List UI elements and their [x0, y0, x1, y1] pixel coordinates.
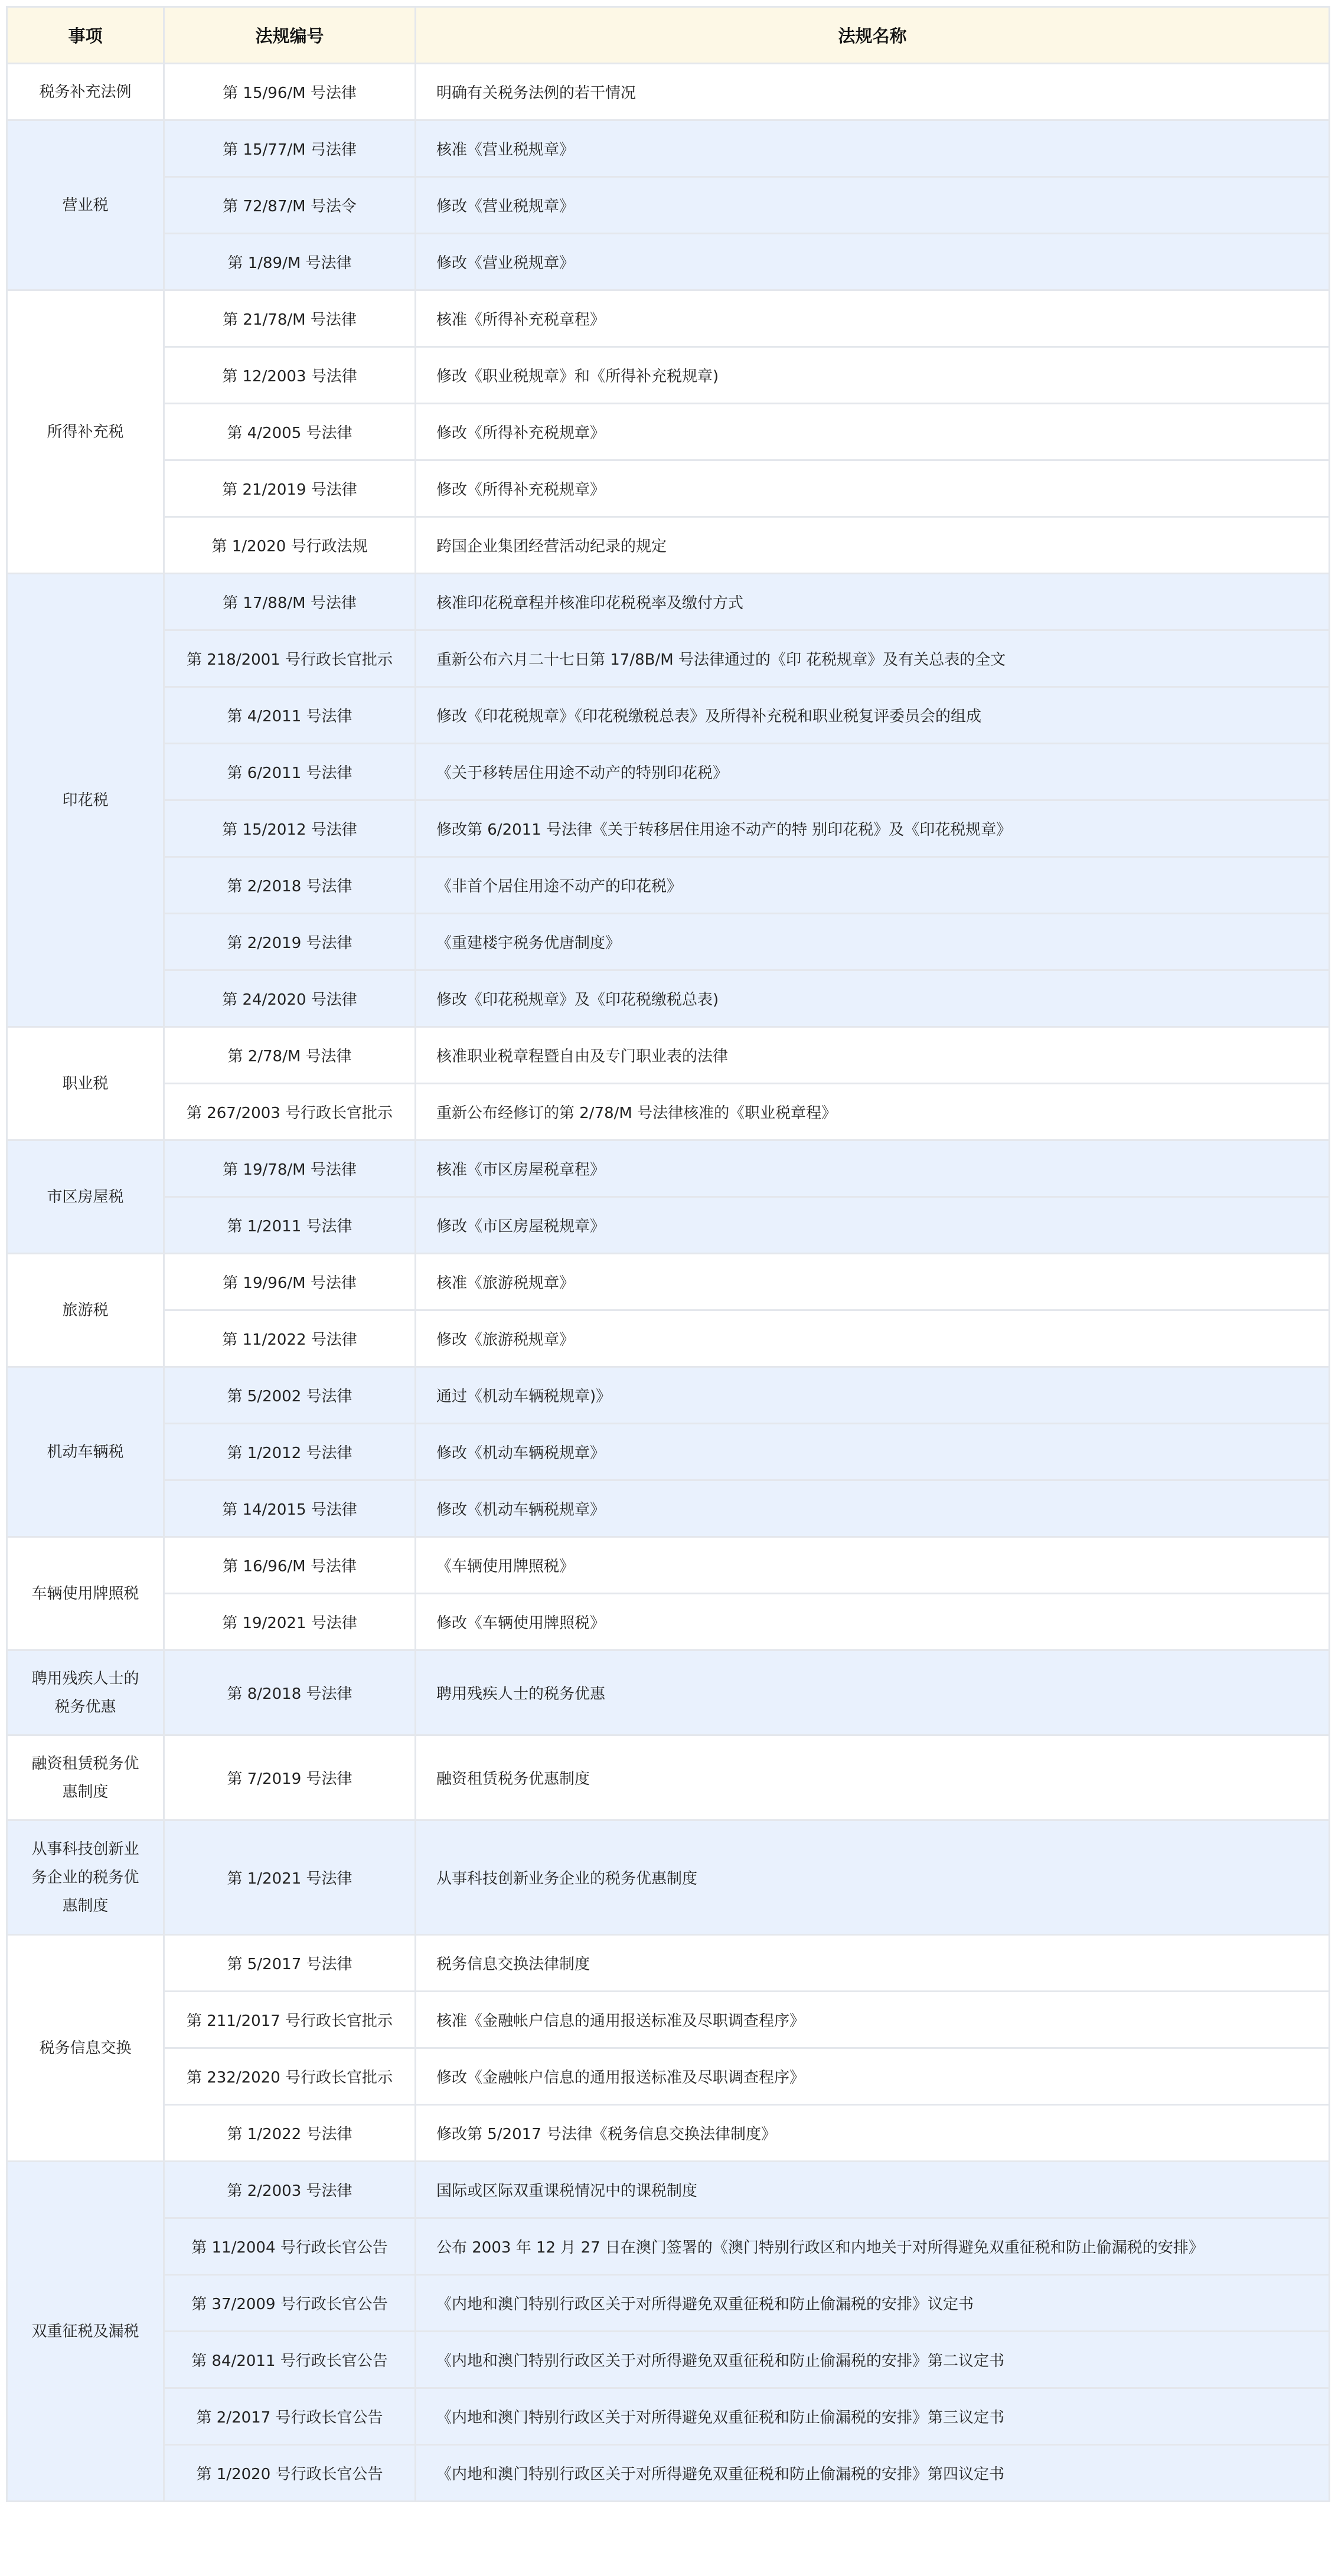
table-row	[7, 1537, 1330, 1594]
regulation-name-cell: 修改《市区房屋税规章》	[416, 1197, 1330, 1254]
regulation-code-cell: 第 1/2012 号法律	[164, 1424, 416, 1480]
regulation-name-cell: 修改《职业税规章》和《所得补充税规章)	[416, 347, 1330, 404]
regulation-name-cell: 修改《营业税规章》	[416, 177, 1330, 234]
regulation-name-cell: 《内地和澳门特别行政区关于对所得避免双重征税和防止偷漏税的安排》议定书	[416, 2275, 1330, 2332]
regulation-name-cell: 《内地和澳门特别行政区关于对所得避免双重征税和防止偷漏税的安排》第二议定书	[416, 2332, 1330, 2388]
regulation-name-cell: 修改《印花税规章》及《印花税缴税总表)	[416, 970, 1330, 1027]
regulation-name-cell: 核准《金融帐户信息的通用报送标准及尽职调查程序》	[416, 1992, 1330, 2048]
table-row	[7, 970, 1330, 1027]
regulation-code-cell: 第 17/88/M 号法律	[164, 574, 416, 630]
regulation-code-cell: 第 7/2019 号法律	[164, 1735, 416, 1820]
regulation-name-cell: 修改第 6/2011 号法律《关于转移居住用途不动产的特 别印花税》及《印花税规章》	[416, 800, 1330, 857]
regulation-code-cell: 第 2/2017 号行政长官公告	[164, 2388, 416, 2445]
table-row	[7, 64, 1330, 120]
regulation-name-cell: 重新公布经修订的第 2/78/M 号法律核准的《职业税章程》	[416, 1084, 1330, 1140]
category-cell: 职业税	[7, 1027, 164, 1140]
regulation-name-cell: 核准《营业税规章》	[416, 120, 1330, 177]
regulation-code-cell: 第 72/87/M 号法令	[164, 177, 416, 234]
regulation-name-cell: 核准职业税章程暨自由及专门职业表的法律	[416, 1027, 1330, 1084]
regulation-name-cell: 聘用残疾人士的税务优惠	[416, 1650, 1330, 1735]
regulation-code-cell: 第 11/2004 号行政长官公告	[164, 2218, 416, 2275]
regulation-name-cell: 修改《机动车辆税规章》	[416, 1480, 1330, 1537]
regulation-name-cell: 从事科技创新业务企业的税务优惠制度	[416, 1820, 1330, 1935]
table-row	[7, 1254, 1330, 1310]
table-row	[7, 574, 1330, 630]
table-row	[7, 857, 1330, 914]
table-row	[7, 1820, 1330, 1935]
regulation-name-cell: 重新公布六月二十七日第 17/8B/M 号法律通过的《印 花税规章》及有关总表的全文	[416, 630, 1330, 687]
category-cell: 税务信息交换	[7, 1935, 164, 2162]
regulation-code-cell: 第 8/2018 号法律	[164, 1650, 416, 1735]
regulation-code-cell: 第 6/2011 号法律	[164, 744, 416, 800]
category-cell: 印花税	[7, 574, 164, 1027]
regulation-code-cell: 第 19/78/M 号法律	[164, 1140, 416, 1197]
regulation-code-cell: 第 1/2021 号法律	[164, 1820, 416, 1935]
regulation-name-cell: 修改《车辆使用牌照税》	[416, 1594, 1330, 1650]
table-body	[7, 64, 1330, 2502]
category-cell: 市区房屋税	[7, 1140, 164, 1254]
table-header-row	[7, 7, 1330, 64]
header-name: 法规名称	[416, 7, 1330, 64]
regulation-name-cell: 核准《所得补充税章程》	[416, 290, 1330, 347]
category-cell: 税务补充法例	[7, 64, 164, 120]
regulation-name-cell: 公布 2003 年 12 月 27 日在澳门签署的《澳门特别行政区和内地关于对所得避免双重征税和防止偷漏税的安排》	[416, 2218, 1330, 2275]
header-code: 法规编号	[164, 7, 416, 64]
table-row	[7, 460, 1330, 517]
regulation-name-cell: 修改《所得补充税规章》	[416, 404, 1330, 460]
table-row	[7, 290, 1330, 347]
regulation-name-cell: 《内地和澳门特别行政区关于对所得避免双重征税和防止偷漏税的安排》第三议定书	[416, 2388, 1330, 2445]
table-row	[7, 347, 1330, 404]
table-row	[7, 1594, 1330, 1650]
regulation-code-cell: 第 5/2017 号法律	[164, 1935, 416, 1992]
table-row	[7, 2332, 1330, 2388]
category-cell: 旅游税	[7, 1254, 164, 1367]
table-row	[7, 2445, 1330, 2502]
regulation-code-cell: 第 4/2005 号法律	[164, 404, 416, 460]
table-row	[7, 1140, 1330, 1197]
regulation-code-cell: 第 19/96/M 号法律	[164, 1254, 416, 1310]
regulation-name-cell: 修改《机动车辆税规章》	[416, 1424, 1330, 1480]
regulation-name-cell: 《车辆使用牌照税》	[416, 1537, 1330, 1594]
regulation-name-cell: 《内地和澳门特别行政区关于对所得避免双重征税和防止偷漏税的安排》第四议定书	[416, 2445, 1330, 2502]
table-row	[7, 630, 1330, 687]
regulation-name-cell: 《非首个居住用途不动产的印花税》	[416, 857, 1330, 914]
regulation-name-cell: 明确有关税务法例的若干情况	[416, 64, 1330, 120]
table-row	[7, 2218, 1330, 2275]
regulation-name-cell: 《重建楼宇税务优唐制度》	[416, 914, 1330, 970]
table-row	[7, 1650, 1330, 1735]
table-row	[7, 2048, 1330, 2105]
category-cell: 车辆使用牌照税	[7, 1537, 164, 1650]
regulation-code-cell: 第 21/78/M 号法律	[164, 290, 416, 347]
table-row	[7, 234, 1330, 290]
regulations-table	[6, 6, 1330, 2502]
regulation-code-cell: 第 1/2011 号法律	[164, 1197, 416, 1254]
table-row	[7, 1480, 1330, 1537]
category-cell: 机动车辆税	[7, 1367, 164, 1537]
table-row	[7, 517, 1330, 574]
regulation-code-cell: 第 267/2003 号行政长官批示	[164, 1084, 416, 1140]
regulation-name-cell: 通过《机动车辆税规章)》	[416, 1367, 1330, 1424]
table-row	[7, 1424, 1330, 1480]
category-cell: 营业税	[7, 120, 164, 290]
regulation-code-cell: 第 2/2003 号法律	[164, 2162, 416, 2218]
regulation-code-cell: 第 211/2017 号行政长官批示	[164, 1992, 416, 2048]
regulation-code-cell: 第 5/2002 号法律	[164, 1367, 416, 1424]
regulation-code-cell: 第 24/2020 号法律	[164, 970, 416, 1027]
regulation-name-cell: 修改《印花税规章》《印花税缴税总表》及所得补充税和职业税复评委员会的组成	[416, 687, 1330, 744]
category-cell: 所得补充税	[7, 290, 164, 574]
regulation-name-cell: 国际或区际双重课税情况中的课税制度	[416, 2162, 1330, 2218]
regulation-code-cell: 第 232/2020 号行政长官批示	[164, 2048, 416, 2105]
regulation-name-cell: 修改《所得补充税规章》	[416, 460, 1330, 517]
regulation-code-cell: 第 11/2022 号法律	[164, 1310, 416, 1367]
table-row	[7, 2105, 1330, 2162]
regulation-code-cell: 第 1/89/M 号法律	[164, 234, 416, 290]
table-row	[7, 2275, 1330, 2332]
table-row	[7, 120, 1330, 177]
table-row	[7, 1735, 1330, 1820]
regulation-name-cell: 《关于移转居住用途不动产的特别印花税》	[416, 744, 1330, 800]
regulation-name-cell: 修改《旅游税规章》	[416, 1310, 1330, 1367]
table-row	[7, 2388, 1330, 2445]
table-row	[7, 404, 1330, 460]
regulation-code-cell: 第 1/2020 号行政法规	[164, 517, 416, 574]
regulation-code-cell: 第 1/2022 号法律	[164, 2105, 416, 2162]
table-row	[7, 1367, 1330, 1424]
category-cell: 从事科技创新业 务企业的税务优 惠制度	[7, 1820, 164, 1935]
regulation-code-cell: 第 15/77/M 弓法律	[164, 120, 416, 177]
regulation-code-cell: 第 19/2021 号法律	[164, 1594, 416, 1650]
regulation-code-cell: 第 14/2015 号法律	[164, 1480, 416, 1537]
table-row	[7, 687, 1330, 744]
table-row	[7, 177, 1330, 234]
regulation-name-cell: 融资租赁税务优惠制度	[416, 1735, 1330, 1820]
table-row	[7, 1197, 1330, 1254]
category-cell: 融资租赁税务优 惠制度	[7, 1735, 164, 1820]
regulation-code-cell: 第 15/96/M 号法律	[164, 64, 416, 120]
table-row	[7, 744, 1330, 800]
regulation-code-cell: 第 37/2009 号行政长官公告	[164, 2275, 416, 2332]
regulation-code-cell: 第 15/2012 号法律	[164, 800, 416, 857]
table-row	[7, 1310, 1330, 1367]
regulation-name-cell: 修改第 5/2017 号法律《税务信息交换法律制度》	[416, 2105, 1330, 2162]
regulation-code-cell: 第 12/2003 号法律	[164, 347, 416, 404]
table-row	[7, 1935, 1330, 1992]
regulation-code-cell: 第 84/2011 号行政长官公告	[164, 2332, 416, 2388]
regulation-code-cell: 第 16/96/M 号法律	[164, 1537, 416, 1594]
regulation-name-cell: 修改《营业税规章》	[416, 234, 1330, 290]
regulations-table-container	[6, 6, 1329, 2502]
table-row	[7, 800, 1330, 857]
category-cell: 聘用残疾人士的 税务优惠	[7, 1650, 164, 1735]
regulation-code-cell: 第 2/78/M 号法律	[164, 1027, 416, 1084]
regulation-code-cell: 第 218/2001 号行政长官批示	[164, 630, 416, 687]
regulation-code-cell: 第 2/2019 号法律	[164, 914, 416, 970]
regulation-name-cell: 跨国企业集团经营活动纪录的规定	[416, 517, 1330, 574]
regulation-code-cell: 第 1/2020 号行政长官公告	[164, 2445, 416, 2502]
table-row	[7, 1992, 1330, 2048]
header-category: 事项	[7, 7, 164, 64]
regulation-name-cell: 修改《金融帐户信息的通用报送标准及尽职调查程序》	[416, 2048, 1330, 2105]
table-row	[7, 2162, 1330, 2218]
table-row	[7, 914, 1330, 970]
table-row	[7, 1027, 1330, 1084]
regulation-name-cell: 核准《旅游税规章》	[416, 1254, 1330, 1310]
regulation-name-cell: 税务信息交换法律制度	[416, 1935, 1330, 1992]
regulation-name-cell: 核准《市区房屋税章程》	[416, 1140, 1330, 1197]
regulation-name-cell: 核准印花税章程并核准印花税税率及缴付方式	[416, 574, 1330, 630]
regulation-code-cell: 第 2/2018 号法律	[164, 857, 416, 914]
table-row	[7, 1084, 1330, 1140]
regulation-code-cell: 第 21/2019 号法律	[164, 460, 416, 517]
regulation-code-cell: 第 4/2011 号法律	[164, 687, 416, 744]
category-cell: 双重征税及漏税	[7, 2162, 164, 2502]
